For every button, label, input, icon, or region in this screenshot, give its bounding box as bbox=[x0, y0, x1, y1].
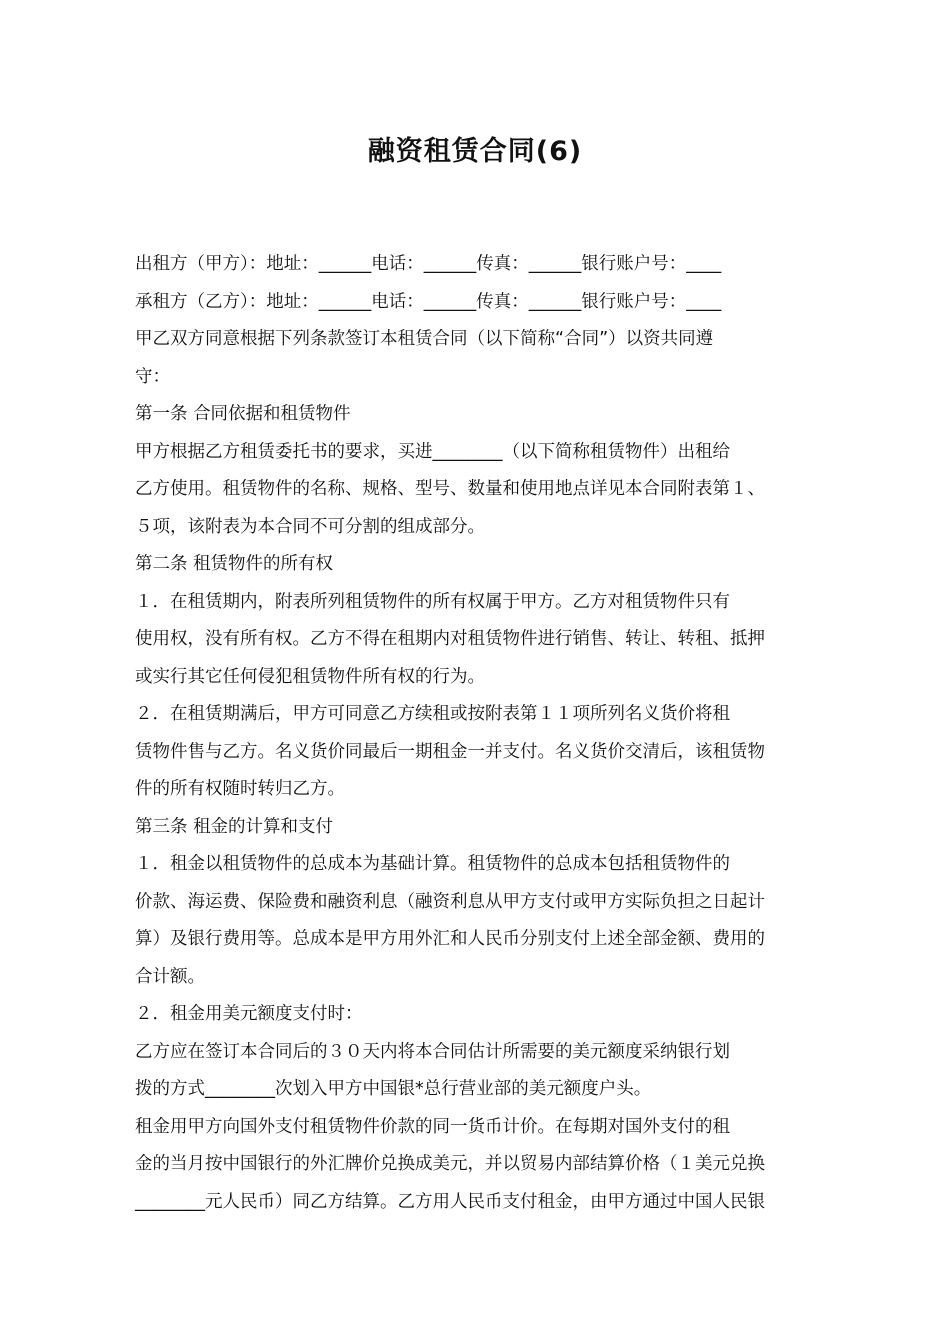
text-line: 使用权，没有所有权。乙方不得在租期内对租赁物件进行销售、转让、转租、抵押 bbox=[135, 629, 765, 649]
text-line: 或实行其它任何侵犯租赁物件所有权的行为。 bbox=[135, 666, 485, 687]
section-heading: 第一条 合同依据和租赁物件 bbox=[135, 404, 351, 424]
text-line: 价款、海运费、保险费和融资利息（融资利息从甲方支付或甲方实际负担之日起计 bbox=[135, 891, 765, 912]
text-line: ５项，该附表为本合同不可分割的组成部分。 bbox=[135, 516, 485, 537]
text-line: 拨的方式________次划入甲方中国银*总行营业部的美元额度户头。 bbox=[135, 1079, 652, 1099]
text-line: ２．租金用美元额度支付时： bbox=[135, 1004, 363, 1024]
text-line: １．在租赁期内，附表所列租赁物件的所有权属于甲方。乙方对租赁物件只有 bbox=[135, 591, 730, 612]
text-line: 出租方（甲方）：地址：______电话：______传真：______银行账户号：____ bbox=[135, 254, 722, 274]
text-line: 甲乙双方同意根据下列条款签订本租赁合同（以下简称“合同”）以资共同遵 bbox=[135, 329, 714, 349]
text-line: １．租金以租赁物件的总成本为基础计算。租赁物件的总成本包括租赁物件的 bbox=[135, 854, 730, 874]
text-line: 算）及银行费用等。总成本是甲方用外汇和人民币分别支付上述全部金额、费用的 bbox=[135, 929, 765, 949]
document-title: 融资租赁合同(6) bbox=[367, 136, 583, 167]
text-line: 金的当月按中国银行的外汇牌价兑换成美元，并以贸易内部结算价格（１美元兑换 bbox=[135, 1154, 765, 1174]
text-line: 租金用甲方向国外支付租赁物件价款的同一货币计价。在每期对国外支付的租 bbox=[135, 1116, 730, 1137]
text-line: ２．在租赁期满后，甲方可同意乙方续租或按附表第１１项所列名义货价将租 bbox=[135, 704, 730, 724]
text-line: 甲方根据乙方租赁委托书的要求，买进________（以下简称租赁物件）出租给 bbox=[135, 441, 730, 462]
text-line: 赁物件售与乙方。名义货价同最后一期租金一并支付。名义货价交清后，该租赁物 bbox=[135, 741, 765, 762]
text-line: 乙方应在签订本合同后的３０天内将本合同估计所需要的美元额度采纳银行划 bbox=[135, 1041, 730, 1062]
text-line: 件的所有权随时转归乙方。 bbox=[135, 779, 345, 799]
text-line: ________元人民币）同乙方结算。乙方用人民币支付租金，由甲方通过中国人民银 bbox=[135, 1191, 765, 1212]
text-line: 乙方使用。租赁物件的名称、规格、型号、数量和使用地点详见本合同附表第１、 bbox=[135, 479, 765, 499]
contract-body bbox=[135, 246, 835, 1221]
text-line: 合计额。 bbox=[135, 966, 205, 987]
section-heading: 第二条 租赁物件的所有权 bbox=[135, 554, 334, 574]
text-line: 守： bbox=[135, 366, 170, 387]
text-line: 承租方（乙方）：地址：______电话：______传真：______银行账户号：____ bbox=[135, 291, 722, 312]
section-heading: 第三条 租金的计算和支付 bbox=[135, 816, 334, 837]
